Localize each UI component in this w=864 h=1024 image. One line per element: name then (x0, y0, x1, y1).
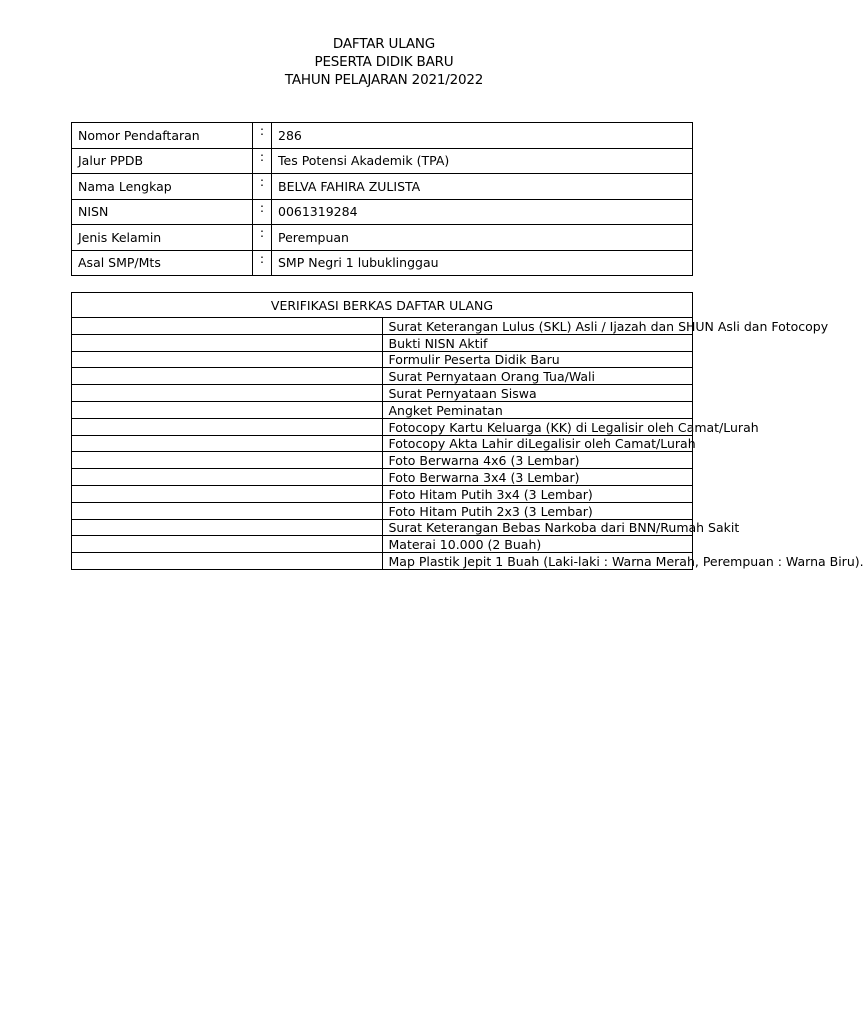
checkbox-cell[interactable] (72, 318, 383, 335)
title-line: DAFTAR ULANG (332, 36, 436, 52)
checklist-row (72, 318, 693, 335)
info-separator: : (253, 174, 272, 200)
info-separator: : (253, 148, 272, 174)
info-label: Nama Lengkap (72, 174, 253, 200)
verification-table (71, 292, 864, 570)
info-value: BELVA FAHIRA ZULISTA (272, 174, 693, 200)
info-value: Tes Potensi Akademik (TPA) (272, 148, 693, 174)
checkbox-cell[interactable] (72, 401, 383, 418)
verification-header: VERIFIKASI BERKAS DAFTAR ULANG (72, 293, 693, 318)
checklist-row (72, 469, 693, 486)
checkbox-cell[interactable] (72, 452, 383, 469)
checklist-row (72, 385, 693, 402)
checklist-row (72, 418, 693, 435)
checkbox-cell[interactable] (72, 351, 383, 368)
checklist-item: Map Plastik Jepit 1 Buah (Laki-laki : Warna Merah, Perempuan : Warna Biru). (382, 553, 693, 570)
verification-body (72, 293, 864, 570)
checklist-row (72, 536, 693, 553)
checkbox-cell[interactable] (72, 485, 383, 502)
title-line: TAHUN PELAJARAN 2021/2022 (284, 72, 484, 88)
info-value: SMP Negri 1 lubuklinggau (272, 250, 693, 276)
checklist-row (72, 452, 693, 469)
info-separator: : (253, 225, 272, 251)
checkbox-cell[interactable] (72, 519, 383, 536)
checklist-item: Bukti NISN Aktif (382, 334, 693, 351)
checklist-item: Foto Berwarna 3x4 (3 Lembar) (382, 469, 693, 486)
student-info-body (72, 123, 693, 276)
info-row (72, 123, 693, 149)
checklist-row (72, 435, 693, 452)
checklist-row (72, 519, 693, 536)
info-row (72, 250, 693, 276)
checklist-item: Foto Hitam Putih 3x4 (3 Lembar) (382, 485, 693, 502)
title-line: PESERTA DIDIK BARU (314, 54, 454, 70)
checklist-row (72, 351, 693, 368)
checkbox-cell[interactable] (72, 418, 383, 435)
checklist-row (72, 368, 693, 385)
info-row (72, 225, 693, 251)
info-value: 0061319284 (272, 199, 693, 225)
checkbox-cell[interactable] (72, 469, 383, 486)
checklist-row (72, 401, 693, 418)
info-label: Nomor Pendaftaran (72, 123, 253, 149)
info-row (72, 174, 693, 200)
checklist-item: Materai 10.000 (2 Buah) (382, 536, 693, 553)
checklist-row (72, 485, 693, 502)
info-value: Perempuan (272, 225, 693, 251)
checklist-row (72, 502, 693, 519)
info-label: Jalur PPDB (72, 148, 253, 174)
checklist-item: Angket Peminatan (382, 401, 693, 418)
checklist-item: Surat Pernyataan Siswa (382, 385, 693, 402)
checklist-row (72, 334, 693, 351)
checklist-item: Surat Keterangan Bebas Narkoba dari BNN/Rumah Sakit (382, 519, 693, 536)
checklist-item: Surat Pernyataan Orang Tua/Wali (382, 368, 693, 385)
checklist-item: Fotocopy Akta Lahir diLegalisir oleh Camat/Lurah (382, 435, 693, 452)
info-separator: : (253, 250, 272, 276)
info-label: NISN (72, 199, 253, 225)
checklist-item: Foto Berwarna 4x6 (3 Lembar) (382, 452, 693, 469)
student-info-table (71, 122, 693, 276)
checkbox-cell[interactable] (72, 435, 383, 452)
checkbox-cell[interactable] (72, 553, 383, 570)
checklist-item: Formulir Peserta Didik Baru (382, 351, 693, 368)
info-separator: : (253, 123, 272, 149)
info-separator: : (253, 199, 272, 225)
info-row (72, 148, 693, 174)
info-value: 286 (272, 123, 693, 149)
checkbox-cell[interactable] (72, 368, 383, 385)
checkbox-cell[interactable] (72, 334, 383, 351)
checklist-row (72, 553, 693, 570)
info-label: Asal SMP/Mts (72, 250, 253, 276)
checkbox-cell[interactable] (72, 502, 383, 519)
checklist-item: Surat Keterangan Lulus (SKL) Asli / Ijazah dan SHUN Asli dan Fotocopy (382, 318, 693, 335)
checkbox-cell[interactable] (72, 536, 383, 553)
checklist-item: Foto Hitam Putih 2x3 (3 Lembar) (382, 502, 693, 519)
info-label: Jenis Kelamin (72, 225, 253, 251)
document-title (0, 35, 768, 89)
info-row (72, 199, 693, 225)
verification-header-row (72, 293, 693, 318)
checklist-item: Fotocopy Kartu Keluarga (KK) di Legalisir oleh Camat/Lurah (382, 418, 693, 435)
checkbox-cell[interactable] (72, 385, 383, 402)
